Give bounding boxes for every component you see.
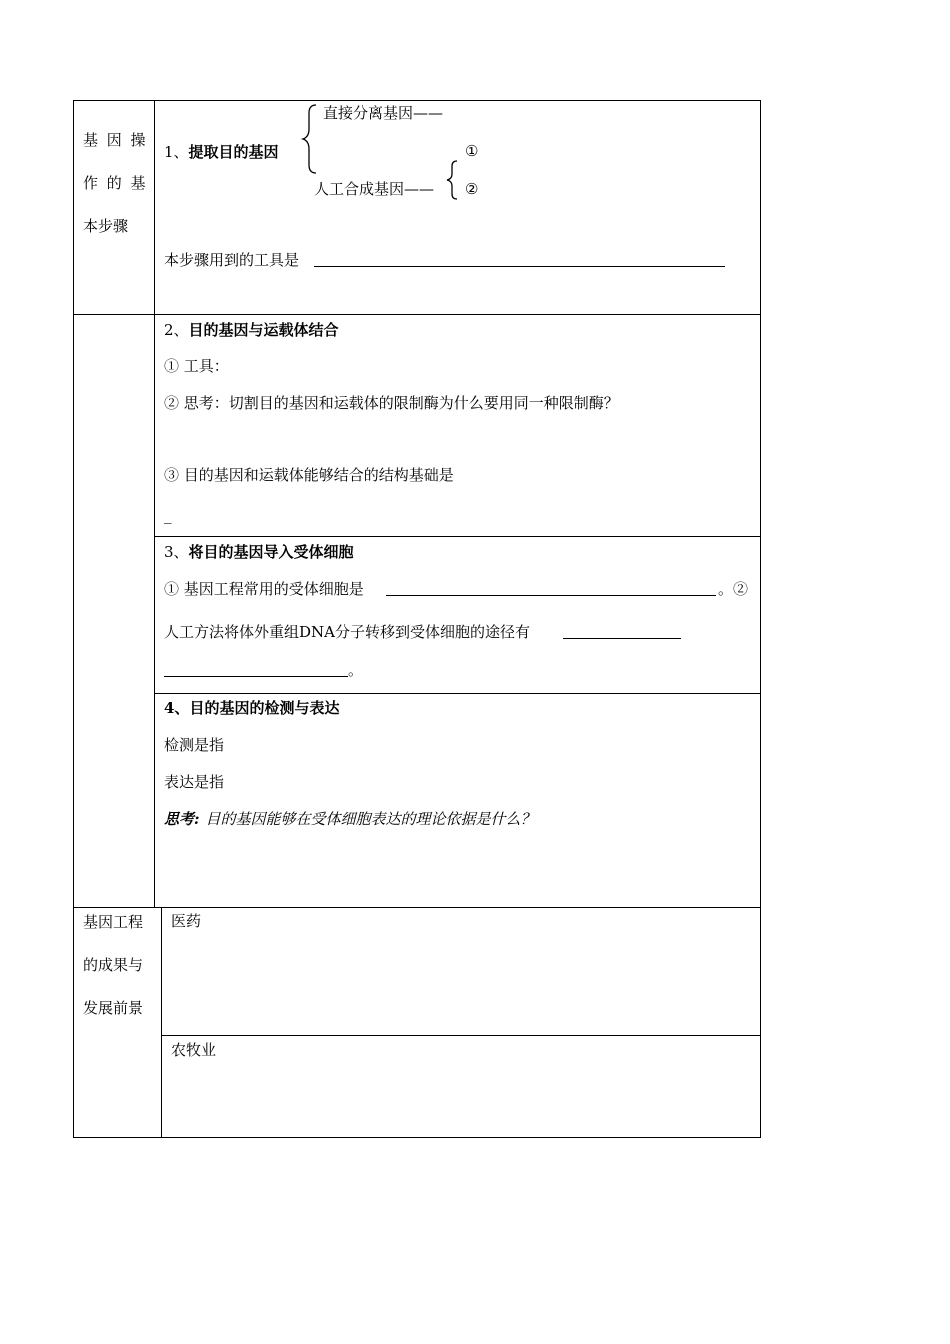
step2-item-structure: ③ 目的基因和运载体能够结合的结构基础是 — [164, 466, 454, 484]
step4-number: 4、 — [164, 699, 190, 717]
table-border-bottom — [73, 1137, 761, 1138]
row-divider-agriculture — [161, 1035, 761, 1036]
step3-number: 3、 — [164, 543, 189, 561]
row-divider-step3 — [154, 693, 761, 694]
branch-direct-isolation: 直接分离基因—— — [323, 104, 444, 122]
step3-title — [164, 543, 354, 561]
column-divider-lower — [161, 907, 162, 1138]
step3-transfer-methods-blank-1[interactable] — [563, 638, 681, 639]
section-label-line-3: 本步骤 — [83, 217, 129, 235]
step4-detection-prompt: 检测是指 — [164, 736, 225, 754]
table-border-top — [73, 100, 761, 101]
step3-item1-suffix: 。② — [718, 580, 749, 598]
branch-artificial-synthesis: 人工合成基因—— — [314, 180, 435, 198]
results-label-line-2: 的成果与 — [83, 956, 144, 974]
left-brace-large — [302, 104, 322, 174]
step2-item-think: ② 思考：切割目的基因和运载体的限制酶为什么要用同一种限制酶？ — [164, 394, 619, 412]
results-label-line-1: 基因工程 — [83, 913, 144, 931]
results-medicine: 医药 — [171, 912, 202, 930]
mark-circled-1: ① — [465, 142, 479, 160]
step3-transfer-methods-prompt: 人工方法将体外重组DNA分子转移到受体细胞的途径有 — [164, 623, 530, 641]
results-label-line-3: 发展前景 — [83, 999, 144, 1017]
step3-title-text: 将目的基因导入受体细胞 — [188, 543, 354, 561]
step1-tools-answer-blank[interactable] — [314, 266, 725, 267]
step1-number: 1、 — [164, 143, 189, 161]
step2-item-tools: ① 工具： — [164, 357, 229, 375]
step2-title — [164, 321, 339, 339]
step4-expression-prompt: 表达是指 — [164, 773, 225, 791]
table-border-left — [73, 100, 74, 1138]
think-question-text: 目的基因能够在受体细胞表达的理论依据是什么？ — [205, 810, 536, 828]
row-divider-step1 — [73, 314, 761, 315]
step1-title — [164, 143, 279, 161]
step2-title-text: 目的基因与运载体结合 — [188, 321, 339, 339]
step2-number: 2、 — [164, 321, 189, 339]
row-divider-step2 — [154, 536, 761, 537]
step3-receptor-cells-prompt: ① 基因工程常用的受体细胞是 — [164, 580, 364, 598]
row-divider-results — [73, 907, 761, 908]
table-border-right — [760, 100, 761, 1138]
step4-title-text: 目的基因的检测与表达 — [189, 699, 340, 717]
mark-circled-2: ② — [465, 180, 479, 198]
section-label-line-1: 基 因 操 — [83, 131, 148, 149]
step3-item2-suffix: 。 — [348, 661, 364, 679]
think-label: 思考: — [164, 810, 200, 828]
step1-title-text: 提取目的基因 — [188, 143, 279, 161]
left-brace-small — [446, 160, 460, 200]
step3-transfer-methods-blank-2[interactable] — [164, 676, 348, 677]
step4-think-question — [164, 810, 536, 828]
step3-receptor-cells-blank[interactable] — [386, 595, 716, 596]
step1-tools-prompt: 本步骤用到的工具是 — [164, 251, 300, 269]
section-label-line-2: 作 的 基 — [83, 174, 148, 192]
step2-trailing-blank: _ — [164, 506, 172, 524]
results-agriculture: 农牧业 — [171, 1041, 217, 1059]
step4-title — [164, 699, 339, 717]
column-divider-upper — [154, 100, 155, 907]
